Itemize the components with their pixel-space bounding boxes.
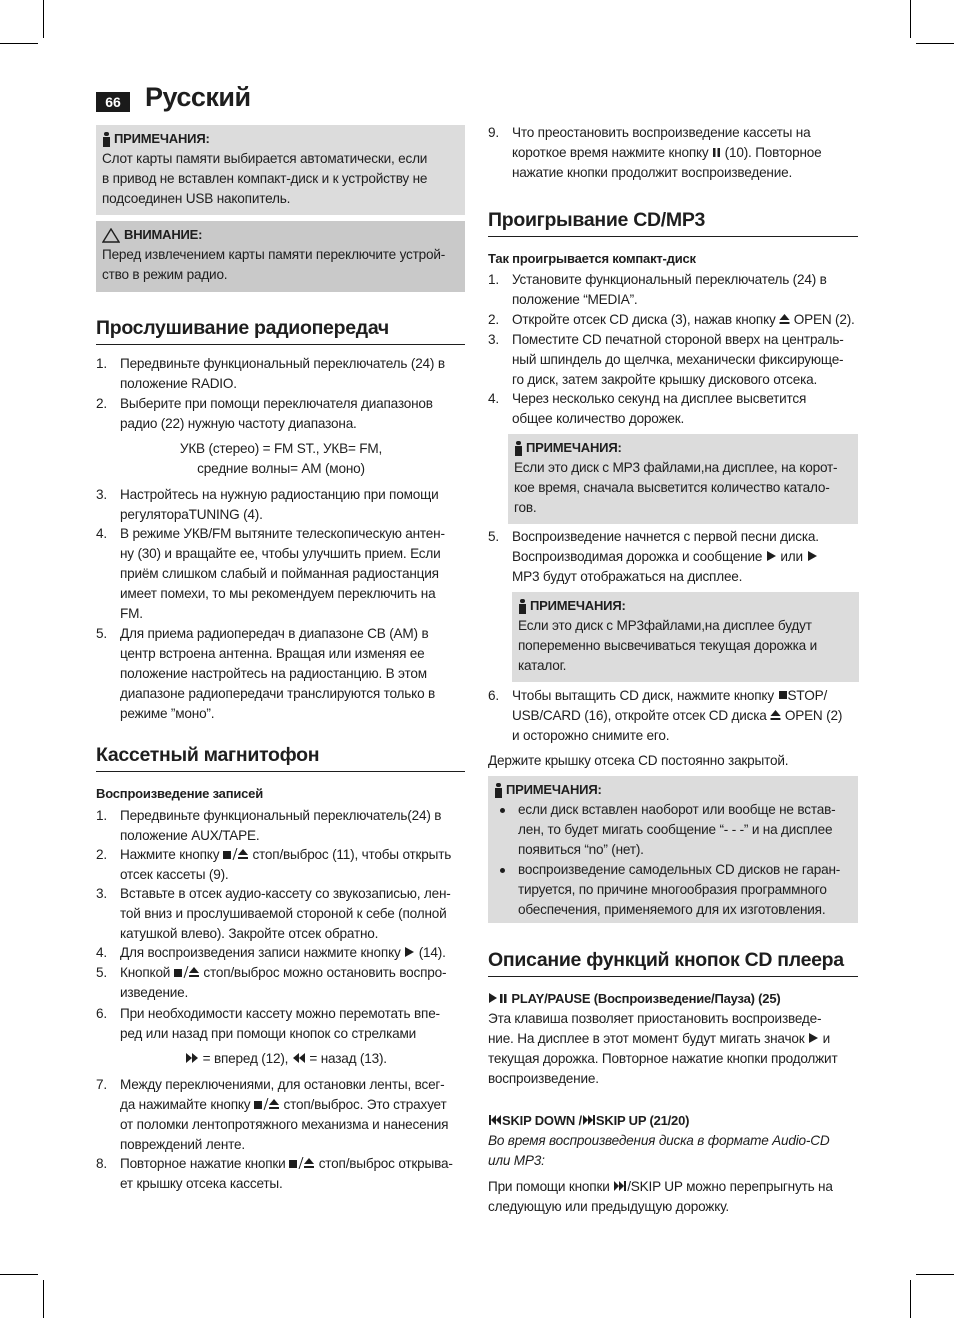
- crop-mark: [0, 1274, 38, 1275]
- note-line: Если это диск с MP3файлами,на дисплее будут: [518, 618, 812, 633]
- note-line: гов.: [514, 500, 537, 515]
- heading-text: SKIP DOWN /: [502, 1113, 582, 1128]
- item-number: 4.: [96, 526, 107, 541]
- play-icon: [808, 1032, 819, 1044]
- section-heading-cassette: Кассетный магнитофон: [96, 745, 465, 772]
- note-line: Слот карты памяти выбирается автоматически, если: [102, 151, 428, 166]
- crop-mark: [916, 43, 954, 44]
- subheading-cd-play: Так проигрывается компакт-диск: [488, 251, 696, 266]
- play-icon: [807, 550, 818, 562]
- skip-next-icon: [613, 1180, 627, 1192]
- info-icon: [102, 132, 110, 147]
- item-line: общее количество дорожек.: [512, 411, 685, 426]
- item-line: Через несколько секунд на дисплее высветится: [512, 391, 807, 406]
- item-line: изведение.: [120, 985, 189, 1000]
- item-line: ет крышку отсека кассеты.: [120, 1176, 283, 1191]
- item-line: положение “MEDIA”.: [512, 292, 638, 307]
- note-line: появиться “no” (нет).: [518, 842, 644, 857]
- item-line: Установите функциональный переключатель (24) в: [512, 272, 827, 287]
- italic-line: Во время воспроизведения диска в формате Audio-CD: [488, 1133, 830, 1148]
- crop-mark: [0, 43, 38, 44]
- item-text: OPEN (2).: [790, 312, 855, 327]
- bullet: [500, 808, 505, 813]
- item-text: Кнопкой: [120, 965, 174, 980]
- eject-icon: [779, 313, 790, 325]
- play-pause-icon: [488, 992, 508, 1004]
- warning-box: [96, 221, 465, 292]
- stop-eject-icon: [174, 966, 200, 978]
- note-heading: ПРИМЕЧАНИЯ:: [526, 440, 622, 455]
- item-text: Воспроизводимая дорожка и сообщение: [512, 549, 766, 564]
- paragraph: Держите крышку отсека CD постоянно закрытой.: [488, 753, 789, 768]
- crop-mark: [916, 1274, 954, 1275]
- item-number: 5.: [488, 529, 499, 544]
- item-line: MP3 будут отображаться на дисплее.: [512, 569, 743, 584]
- skip-heading: [488, 1111, 689, 1131]
- play-pause-heading: [488, 989, 780, 1009]
- warning-line: ство в режим радио.: [102, 267, 228, 282]
- item-text: Откройте отсек CD диска (3), нажав кнопку: [512, 312, 780, 327]
- italic-note: [488, 1131, 859, 1171]
- stop-icon: [778, 689, 788, 701]
- note-box: [488, 776, 858, 923]
- item-number: 8.: [96, 1156, 107, 1171]
- note-line: в привод не вставлен компакт-диск и к устройству не: [102, 171, 428, 186]
- pause-icon: [712, 146, 721, 158]
- item-line: Воспроизведение начнется с первой песни диска.: [512, 529, 819, 544]
- crop-mark: [910, 1280, 911, 1318]
- item-number: 3.: [488, 332, 499, 347]
- item-number: 7.: [96, 1077, 107, 1092]
- skip-prev-icon: [488, 1114, 502, 1126]
- item-number: 1.: [488, 272, 499, 287]
- item-line: Выберите при помощи переключателя диапазонов: [120, 396, 433, 411]
- item-text: Повторное нажатие кнопки: [120, 1156, 290, 1171]
- item-number: 5.: [96, 965, 107, 980]
- fast-forward-icon: [185, 1052, 199, 1064]
- item-line: регулятораTUNING (4).: [120, 507, 263, 522]
- item-line: Что преостановить воспроизведение кассеты на: [512, 125, 811, 140]
- play-icon: [766, 550, 777, 562]
- item-line: Передвиньте функциональный переключатель (24) в: [120, 356, 445, 371]
- note-box: [508, 434, 858, 524]
- frequency-formula: [156, 439, 406, 479]
- note-line: тируется, по причине многообразия программного: [518, 882, 827, 897]
- note-line: кое время, сначала высветится количество катало-: [514, 480, 830, 495]
- item-line: Между переключениями, для остановки ленты, всег-: [120, 1077, 445, 1092]
- item-number: 2.: [96, 396, 107, 411]
- item-line: и осторожно снимите его.: [512, 728, 670, 743]
- item-number: 6.: [488, 688, 499, 703]
- note-line: если диск вставлен наоборот или вообще не встав-: [518, 802, 836, 817]
- item-line: режиме ”моно”.: [120, 706, 215, 721]
- paragraph-line: следующую или предыдущую дорожку.: [488, 1199, 729, 1214]
- wind-arrows-line: [146, 1049, 426, 1069]
- item-line: диапазоне радиопередачи транслируются только в: [120, 686, 436, 701]
- item-text: USB/CARD (16), откройте отсек CD диска: [512, 708, 771, 723]
- info-icon: [514, 441, 522, 456]
- formula-line: средние волны= AM (моно): [197, 461, 365, 476]
- item-line: ну (30) и вращайте ее, чтобы улучшить прием. Если: [120, 546, 441, 561]
- stop-eject-icon: [223, 848, 249, 860]
- page-title: Русский: [145, 82, 251, 112]
- paragraph-line: воспроизведение.: [488, 1071, 599, 1086]
- paragraph-text: /SKIP UP можно перепрыгнуть на: [627, 1179, 833, 1194]
- note-line: воспроизведение самодельных CD дисков не гаран-: [518, 862, 841, 877]
- item-line: Для приема радиопередач в диапазоне СВ (AM) в: [120, 626, 429, 641]
- item-line: положение AUX/TAPE.: [120, 828, 260, 843]
- note-heading: ПРИМЕЧАНИЯ:: [506, 782, 602, 797]
- item-line: ред или назад при помощи кнопок со стрелками: [120, 1026, 417, 1041]
- item-text: да нажимайте кнопку: [120, 1097, 254, 1112]
- wind-text: = назад (13).: [305, 1051, 387, 1066]
- note-line: каталог.: [518, 658, 567, 673]
- stop-eject-icon: [289, 1157, 315, 1169]
- warning-line: Перед извлечением карты памяти переключите устрой-: [102, 247, 446, 262]
- note-line: подсоединен USB накопитель.: [102, 191, 291, 206]
- item-text: стоп/выброс открыва-: [315, 1156, 453, 1171]
- warning-heading: ВНИМАНИЕ:: [124, 227, 203, 242]
- note-heading: ПРИМЕЧАНИЯ:: [114, 131, 210, 146]
- note-line: обеспечения, применяемого для их изготовления.: [518, 902, 826, 917]
- item-line: от поломки лентопротяжного механизма и нанесения: [120, 1117, 449, 1132]
- item-text: стоп/выброс можно остановить воспро-: [199, 965, 447, 980]
- item-number: 2.: [96, 847, 107, 862]
- note-box: [512, 592, 859, 682]
- item-line: имеет помехи, то мы рекомендуем переключить на: [120, 586, 436, 601]
- item-line: ный шпиндель до щелчка, механически фиксирующе-: [512, 352, 844, 367]
- note-line: попеременно высвечиваться текущая дорожка и: [518, 638, 817, 653]
- item-line: положение RADIO.: [120, 376, 237, 391]
- formula-line: УКВ (стерео) = FM ST., УКВ= FM,: [179, 441, 383, 456]
- item-number: 2.: [488, 312, 499, 327]
- page-number: 66: [96, 92, 130, 112]
- item-line: радио (22) нужную частоту диапазона.: [120, 416, 357, 431]
- note-line: лен, то будет мигать сообщение “- - -” и на дисплее: [518, 822, 833, 837]
- paragraph-line: Эта клавиша позволяет приостановить воспроизведе-: [488, 1011, 822, 1026]
- subheading-playback: Воспроизведение записей: [96, 786, 264, 801]
- item-text: стоп/выброс. Это страхует: [279, 1097, 447, 1112]
- section-heading-cd: Проигрывание CD/MP3: [488, 210, 858, 237]
- info-icon: [494, 783, 502, 798]
- item-number: 4.: [96, 945, 107, 960]
- item-text: (10). Повторное: [721, 145, 822, 160]
- note-heading: ПРИМЕЧАНИЯ:: [530, 598, 626, 613]
- item-text: или: [776, 549, 807, 564]
- section-heading-radio: Прослушивание радиопередач: [96, 318, 465, 345]
- item-line: Вставьте в отсек аудио-кассету со звукозаписью, лен-: [120, 886, 451, 901]
- item-line: Поместите CD печатной стороной вверх на централь-: [512, 332, 844, 347]
- item-line: приём слишком слабый и пойманная радиостанция: [120, 566, 439, 581]
- item-number: 5.: [96, 626, 107, 641]
- item-line: повреждений ленте.: [120, 1137, 245, 1152]
- item-line: нажатие кнопки продолжит воспроизведение.: [512, 165, 793, 180]
- italic-line: или MP3:: [488, 1153, 545, 1168]
- item-number: 3.: [96, 487, 107, 502]
- crop-mark: [43, 1280, 44, 1318]
- item-text: стоп/выброс (11), чтобы открыть: [248, 847, 452, 862]
- warning-icon: [102, 228, 120, 243]
- note-box: [96, 125, 465, 215]
- item-text: короткое время нажмите кнопку: [512, 145, 713, 160]
- item-line: Передвиньте функциональный переключатель(24) в: [120, 808, 442, 823]
- item-text: Чтобы вытащить CD диск, нажмите кнопку: [512, 688, 778, 703]
- wind-text: = вперед (12),: [199, 1051, 292, 1066]
- item-text: Для воспроизведения записи нажмите кнопку: [120, 945, 405, 960]
- heading-text: SKIP UP (21/20): [595, 1113, 690, 1128]
- section-heading-functions: Описание функций кнопок CD плеера: [488, 950, 858, 977]
- paragraph-line: текущая дорожка. Повторное нажатие кнопки продолжит: [488, 1051, 838, 1066]
- bullet: [500, 868, 505, 873]
- note-line: Если это диск с MP3 файлами,на дисплее, на корот-: [514, 460, 838, 475]
- crop-mark: [43, 0, 44, 38]
- item-line: При необходимости кассету можно перемотать впе-: [120, 1006, 440, 1021]
- stop-eject-icon: [254, 1098, 280, 1110]
- item-number: 3.: [96, 886, 107, 901]
- heading-text: PLAY/PAUSE (Воспроизведение/Пауза) (25): [511, 991, 781, 1006]
- paragraph-text: При помощи кнопки: [488, 1179, 614, 1194]
- item-line: катушкой влево). Закройте отсек обратно.: [120, 926, 379, 941]
- item-line: положение настройтесь на радиостанцию. В этом: [120, 666, 427, 681]
- info-icon: [518, 599, 526, 614]
- item-line: Настройтесь на нужную радиостанцию при помощи: [120, 487, 439, 502]
- play-icon: [404, 946, 415, 958]
- item-number: 1.: [96, 356, 107, 371]
- skip-next-icon: [582, 1114, 596, 1126]
- paragraph: [488, 1177, 859, 1217]
- item-line: отсек кассеты (9).: [120, 867, 229, 882]
- item-number: 6.: [96, 1006, 107, 1021]
- item-number: 4.: [488, 391, 499, 406]
- rewind-icon: [292, 1052, 306, 1064]
- item-line: центр встроена антенна. Вращая или изменяя ее: [120, 646, 425, 661]
- item-text: OPEN (2): [781, 708, 843, 723]
- eject-icon: [770, 709, 781, 721]
- item-text: STOP/: [787, 688, 828, 703]
- crop-mark: [910, 0, 911, 38]
- item-line: FM.: [120, 606, 143, 621]
- paragraph: [488, 1009, 859, 1089]
- item-line: В режиме УКВ/FM вытяните телескопическую антен-: [120, 526, 445, 541]
- item-text: (14).: [415, 945, 446, 960]
- item-line: той вниз и прослушиваемой стороной к себе (полной: [120, 906, 447, 921]
- item-number: 9.: [488, 125, 499, 140]
- paragraph-text: и: [819, 1031, 831, 1046]
- item-text: Нажмите кнопку: [120, 847, 223, 862]
- item-line: го диск, затем закройте крышку дискового отсека.: [512, 372, 818, 387]
- paragraph-text: ние. На дисплее в этот момент будут мигать значок: [488, 1031, 809, 1046]
- item-number: 1.: [96, 808, 107, 823]
